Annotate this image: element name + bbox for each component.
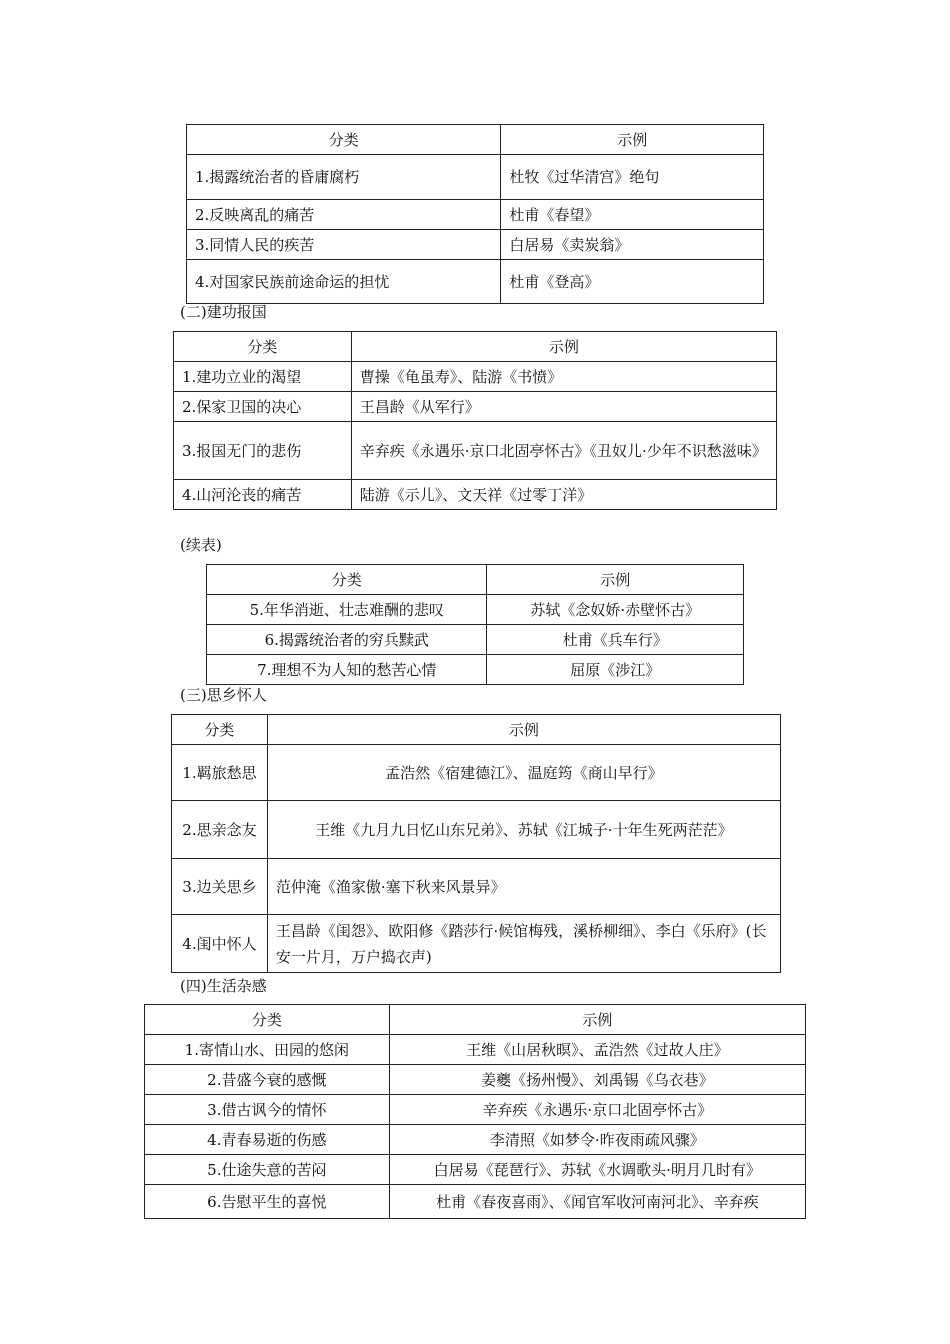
table-row: 3.报国无门的悲伤 辛弃疾《永遇乐·京口北固亭怀古》《丑奴儿·少年不识愁滋味》 xyxy=(174,422,777,480)
header-category: 分类 xyxy=(145,1005,390,1035)
header-category: 分类 xyxy=(172,715,268,745)
table-row: 6.告慰平生的喜悦 杜甫《春夜喜雨》、《闻官军收河南河北》、辛弃疾 xyxy=(145,1185,806,1219)
table-row: 3.同情人民的疾苦 白居易《卖炭翁》 xyxy=(187,230,764,260)
table-row: 2.昔盛今衰的感慨 姜夔《扬州慢》、刘禹锡《乌衣巷》 xyxy=(145,1065,806,1095)
table-row: 2.保家卫国的决心 王昌龄《从军行》 xyxy=(174,392,777,422)
table-row: 1.建功立业的渴望 曹操《龟虽寿》、陆游《书愤》 xyxy=(174,362,777,392)
section-title-life: (四)生活杂感 xyxy=(180,977,267,995)
table-political-criticism xyxy=(186,124,764,304)
section-title-patriotism: (二)建功报国 xyxy=(180,303,267,321)
table-row: 4.闺中怀人 王昌龄《闺怨》、欧阳修《踏莎行·候馆梅残，溪桥柳细》、李白《乐府》(长安一片月，万户捣衣声) xyxy=(172,915,781,973)
table-life xyxy=(144,1004,806,1219)
table-patriotism-continued xyxy=(206,564,744,685)
header-example: 示例 xyxy=(487,565,744,595)
table-row: 1.羁旅愁思 孟浩然《宿建德江》、温庭筠《商山早行》 xyxy=(172,745,781,801)
header-example: 示例 xyxy=(351,332,776,362)
header-category: 分类 xyxy=(207,565,487,595)
continued-label: (续表) xyxy=(180,536,222,554)
table-row: 4.青春易逝的伤感 李清照《如梦令·昨夜雨疏风骤》 xyxy=(145,1125,806,1155)
table-row: 1.揭露统治者的昏庸腐朽 杜牧《过华清宫》绝句 xyxy=(187,155,764,200)
table-row: 2.反映离乱的痛苦 杜甫《春望》 xyxy=(187,200,764,230)
header-category: 分类 xyxy=(187,125,501,155)
header-category: 分类 xyxy=(174,332,352,362)
table-row: 4.对国家民族前途命运的担忧 杜甫《登高》 xyxy=(187,260,764,304)
table-homesick xyxy=(171,714,781,973)
header-example: 示例 xyxy=(389,1005,805,1035)
table-patriotism xyxy=(173,331,777,510)
table-row: 6.揭露统治者的穷兵黩武 杜甫《兵车行》 xyxy=(207,625,744,655)
header-example: 示例 xyxy=(501,125,764,155)
table-row: 4.山河沦丧的痛苦 陆游《示儿》、文天祥《过零丁洋》 xyxy=(174,480,777,510)
table-row: 5.年华消逝、壮志难酬的悲叹 苏轼《念奴娇·赤壁怀古》 xyxy=(207,595,744,625)
table-row: 1.寄情山水、田园的悠闲 王维《山居秋暝》、孟浩然《过故人庄》 xyxy=(145,1035,806,1065)
table-row: 5.仕途失意的苦闷 白居易《琵琶行》、苏轼《水调歌头·明月几时有》 xyxy=(145,1155,806,1185)
header-example: 示例 xyxy=(267,715,780,745)
table-row: 2.思亲念友 王维《九月九日忆山东兄弟》、苏轼《江城子·十年生死两茫茫》 xyxy=(172,801,781,859)
table-row: 3.借古讽今的情怀 辛弃疾《永遇乐·京口北固亭怀古》 xyxy=(145,1095,806,1125)
table-row: 7.理想不为人知的愁苦心情 屈原《涉江》 xyxy=(207,655,744,685)
table-row: 3.边关思乡 范仲淹《渔家傲·塞下秋来风景异》 xyxy=(172,859,781,915)
section-title-homesick: (三)思乡怀人 xyxy=(180,686,267,704)
